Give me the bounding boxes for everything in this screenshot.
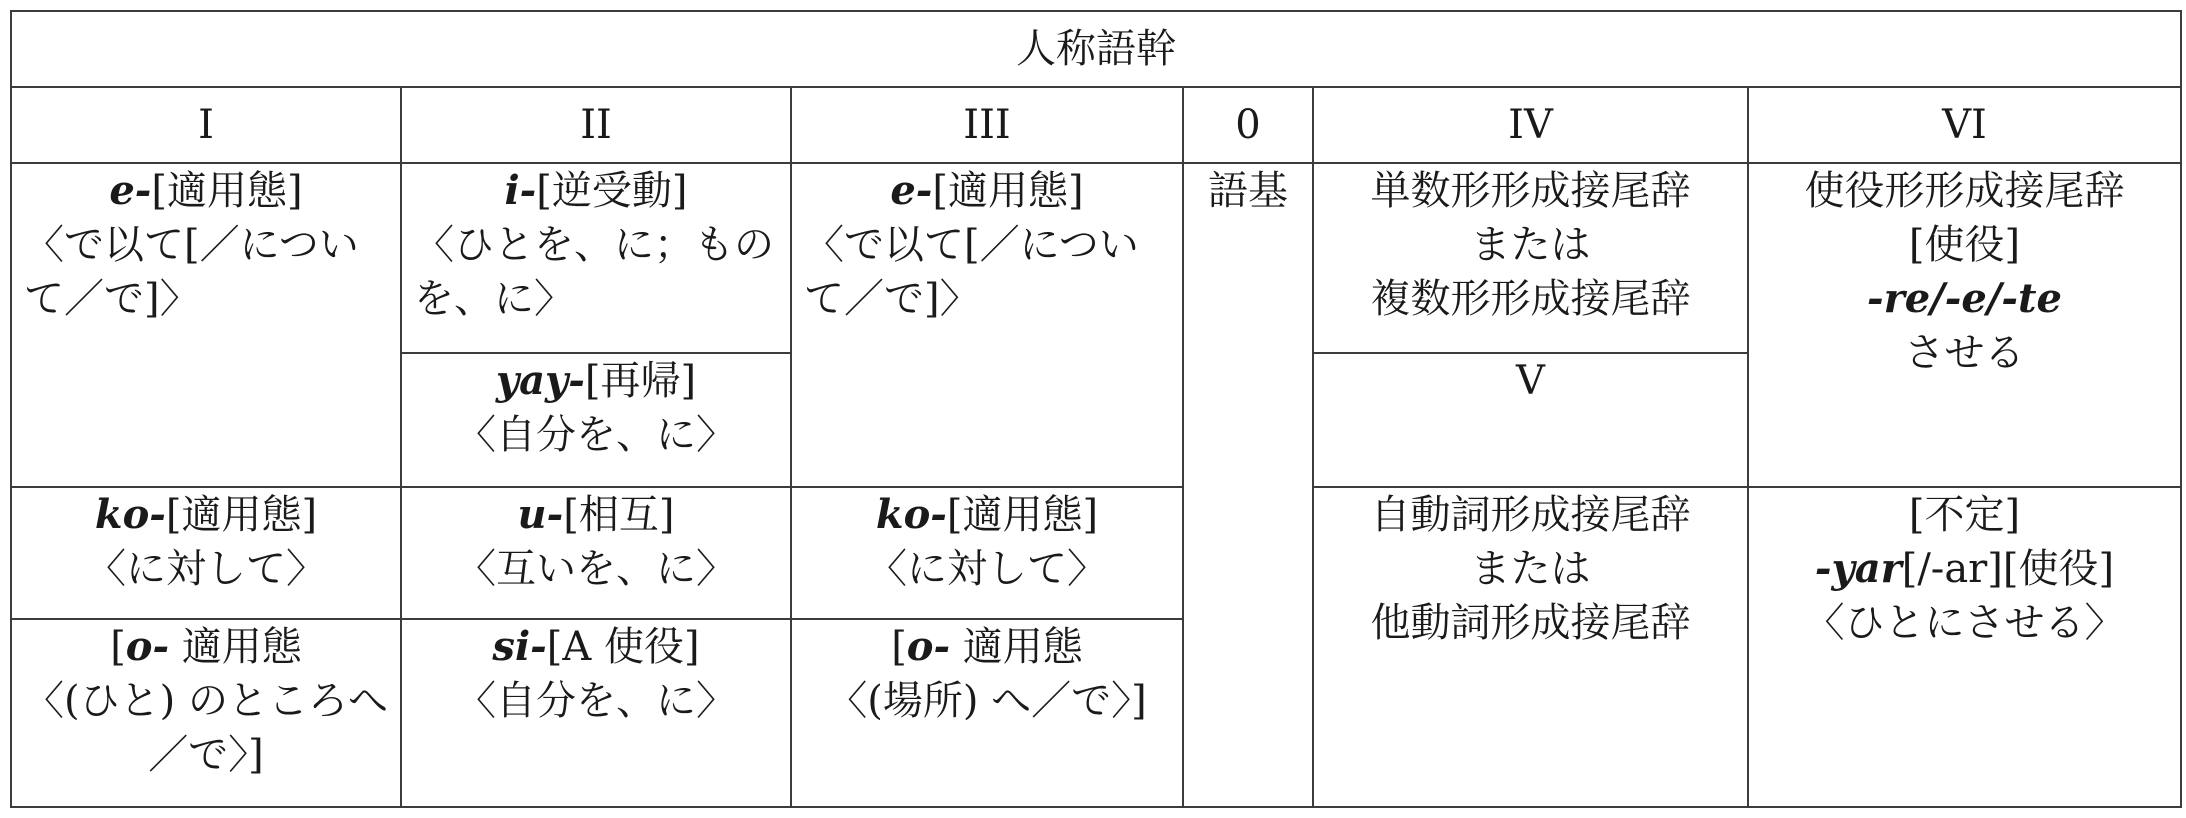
morpheme-alt-form: [/-ar] (1901, 546, 2003, 592)
morpheme-form: ko- (94, 491, 166, 538)
morpheme-gloss: 〈に対して〉 (867, 546, 1107, 592)
cell-III-o-applicative (791, 619, 1183, 807)
suffix-line: 他動詞形成接尾辞 (1370, 600, 1691, 646)
morpheme-label: [適用態] (932, 168, 1084, 214)
suffix-line: させる (1904, 330, 2025, 376)
morpheme-label: [相互] (563, 492, 675, 538)
person-stem-table (10, 10, 2182, 808)
morpheme-form: e- (109, 167, 152, 214)
cell-II-si-causative (401, 619, 791, 807)
cell-II-i-antipassive (401, 163, 791, 353)
cell-IV-number-suffix (1313, 163, 1748, 353)
cell-IV-transitivity-suffix (1313, 487, 1748, 807)
suffix-line: [不定] (1908, 492, 2021, 538)
morpheme-gloss: 〈で以て[／について／で]〉 (24, 222, 359, 322)
morpheme-gloss: 〈ひとにさせる〉 (1804, 600, 2125, 646)
header-I: I (11, 87, 401, 163)
morpheme-gloss: 〈に対して〉 (86, 546, 326, 592)
title-row (11, 11, 2181, 87)
cell-I-o-applicative (11, 619, 401, 807)
morpheme-label: 適用態 (950, 624, 1083, 670)
morpheme-label: [適用態] (165, 492, 318, 538)
header-row (11, 87, 2181, 163)
morpheme-label: [逆受動] (536, 168, 688, 214)
suffix-line: [使役] (1908, 222, 2021, 268)
table-row (11, 163, 2181, 353)
morpheme-form: -yar (1814, 545, 1902, 592)
morpheme-label: 適用態 (169, 624, 302, 670)
morpheme-form: e- (890, 167, 933, 214)
table-title: 人称語幹 (11, 11, 2181, 87)
cell-0-base: 語基 (1183, 163, 1313, 807)
header-III: III (791, 87, 1183, 163)
cell-V: V (1313, 353, 1748, 487)
cell-I-e-applicative (11, 163, 401, 487)
cell-II-yay-reflexive (401, 353, 791, 487)
morpheme-gloss: 〈自分を、に〉 (456, 412, 736, 458)
morpheme-form: u- (517, 491, 564, 538)
morpheme-label: [A 使役] (546, 624, 700, 670)
morpheme-form: yay- (495, 357, 585, 404)
morpheme-form: si- (492, 623, 547, 670)
suffix-line: または (1470, 546, 1591, 592)
open-bracket: [ (891, 624, 907, 670)
morpheme-gloss: 〈で以て[／について／で]〉 (804, 222, 1139, 322)
cell-VI-indefinite-causative (1748, 487, 2181, 807)
header-IV: IV (1313, 87, 1748, 163)
cell-II-u-reciprocal (401, 487, 791, 619)
open-bracket: [ (110, 624, 126, 670)
cell-I-ko-applicative (11, 487, 401, 619)
morpheme-gloss: 〈自分を、に〉 (456, 678, 736, 724)
morpheme-label: [使役] (2002, 546, 2115, 592)
morpheme-form: i- (504, 167, 537, 214)
suffix-line: 使役形形成接尾辞 (1804, 168, 2125, 214)
morpheme-gloss: 〈(場所) へ／で〉] (827, 678, 1147, 724)
morpheme-form: ko- (875, 491, 947, 538)
cell-VI-causative (1748, 163, 2181, 487)
suffix-line: または (1470, 222, 1591, 268)
morpheme-label: [再帰] (584, 358, 697, 404)
morpheme-form: -re/-e/-te (1867, 275, 2062, 322)
morpheme-gloss: 〈ひとを、に；ものを、に〉 (414, 222, 774, 322)
header-VI: VI (1748, 87, 2181, 163)
table-container (10, 10, 2182, 808)
morpheme-gloss: 〈互いを、に〉 (456, 546, 736, 592)
morpheme-form: o- (125, 623, 170, 670)
table-row (11, 487, 2181, 619)
header-II: II (401, 87, 791, 163)
morpheme-gloss: 〈(ひと) のところへ／で〉] (24, 678, 388, 778)
suffix-line: 自動詞形成接尾辞 (1370, 492, 1691, 538)
cell-III-ko-applicative (791, 487, 1183, 619)
morpheme-label: [適用態] (946, 492, 1099, 538)
cell-III-e-applicative (791, 163, 1183, 487)
suffix-line: 複数形形成接尾辞 (1370, 276, 1691, 322)
morpheme-label: [適用態] (151, 168, 303, 214)
morpheme-form: o- (906, 623, 951, 670)
header-0: 0 (1183, 87, 1313, 163)
suffix-line: 単数形形成接尾辞 (1370, 168, 1691, 214)
